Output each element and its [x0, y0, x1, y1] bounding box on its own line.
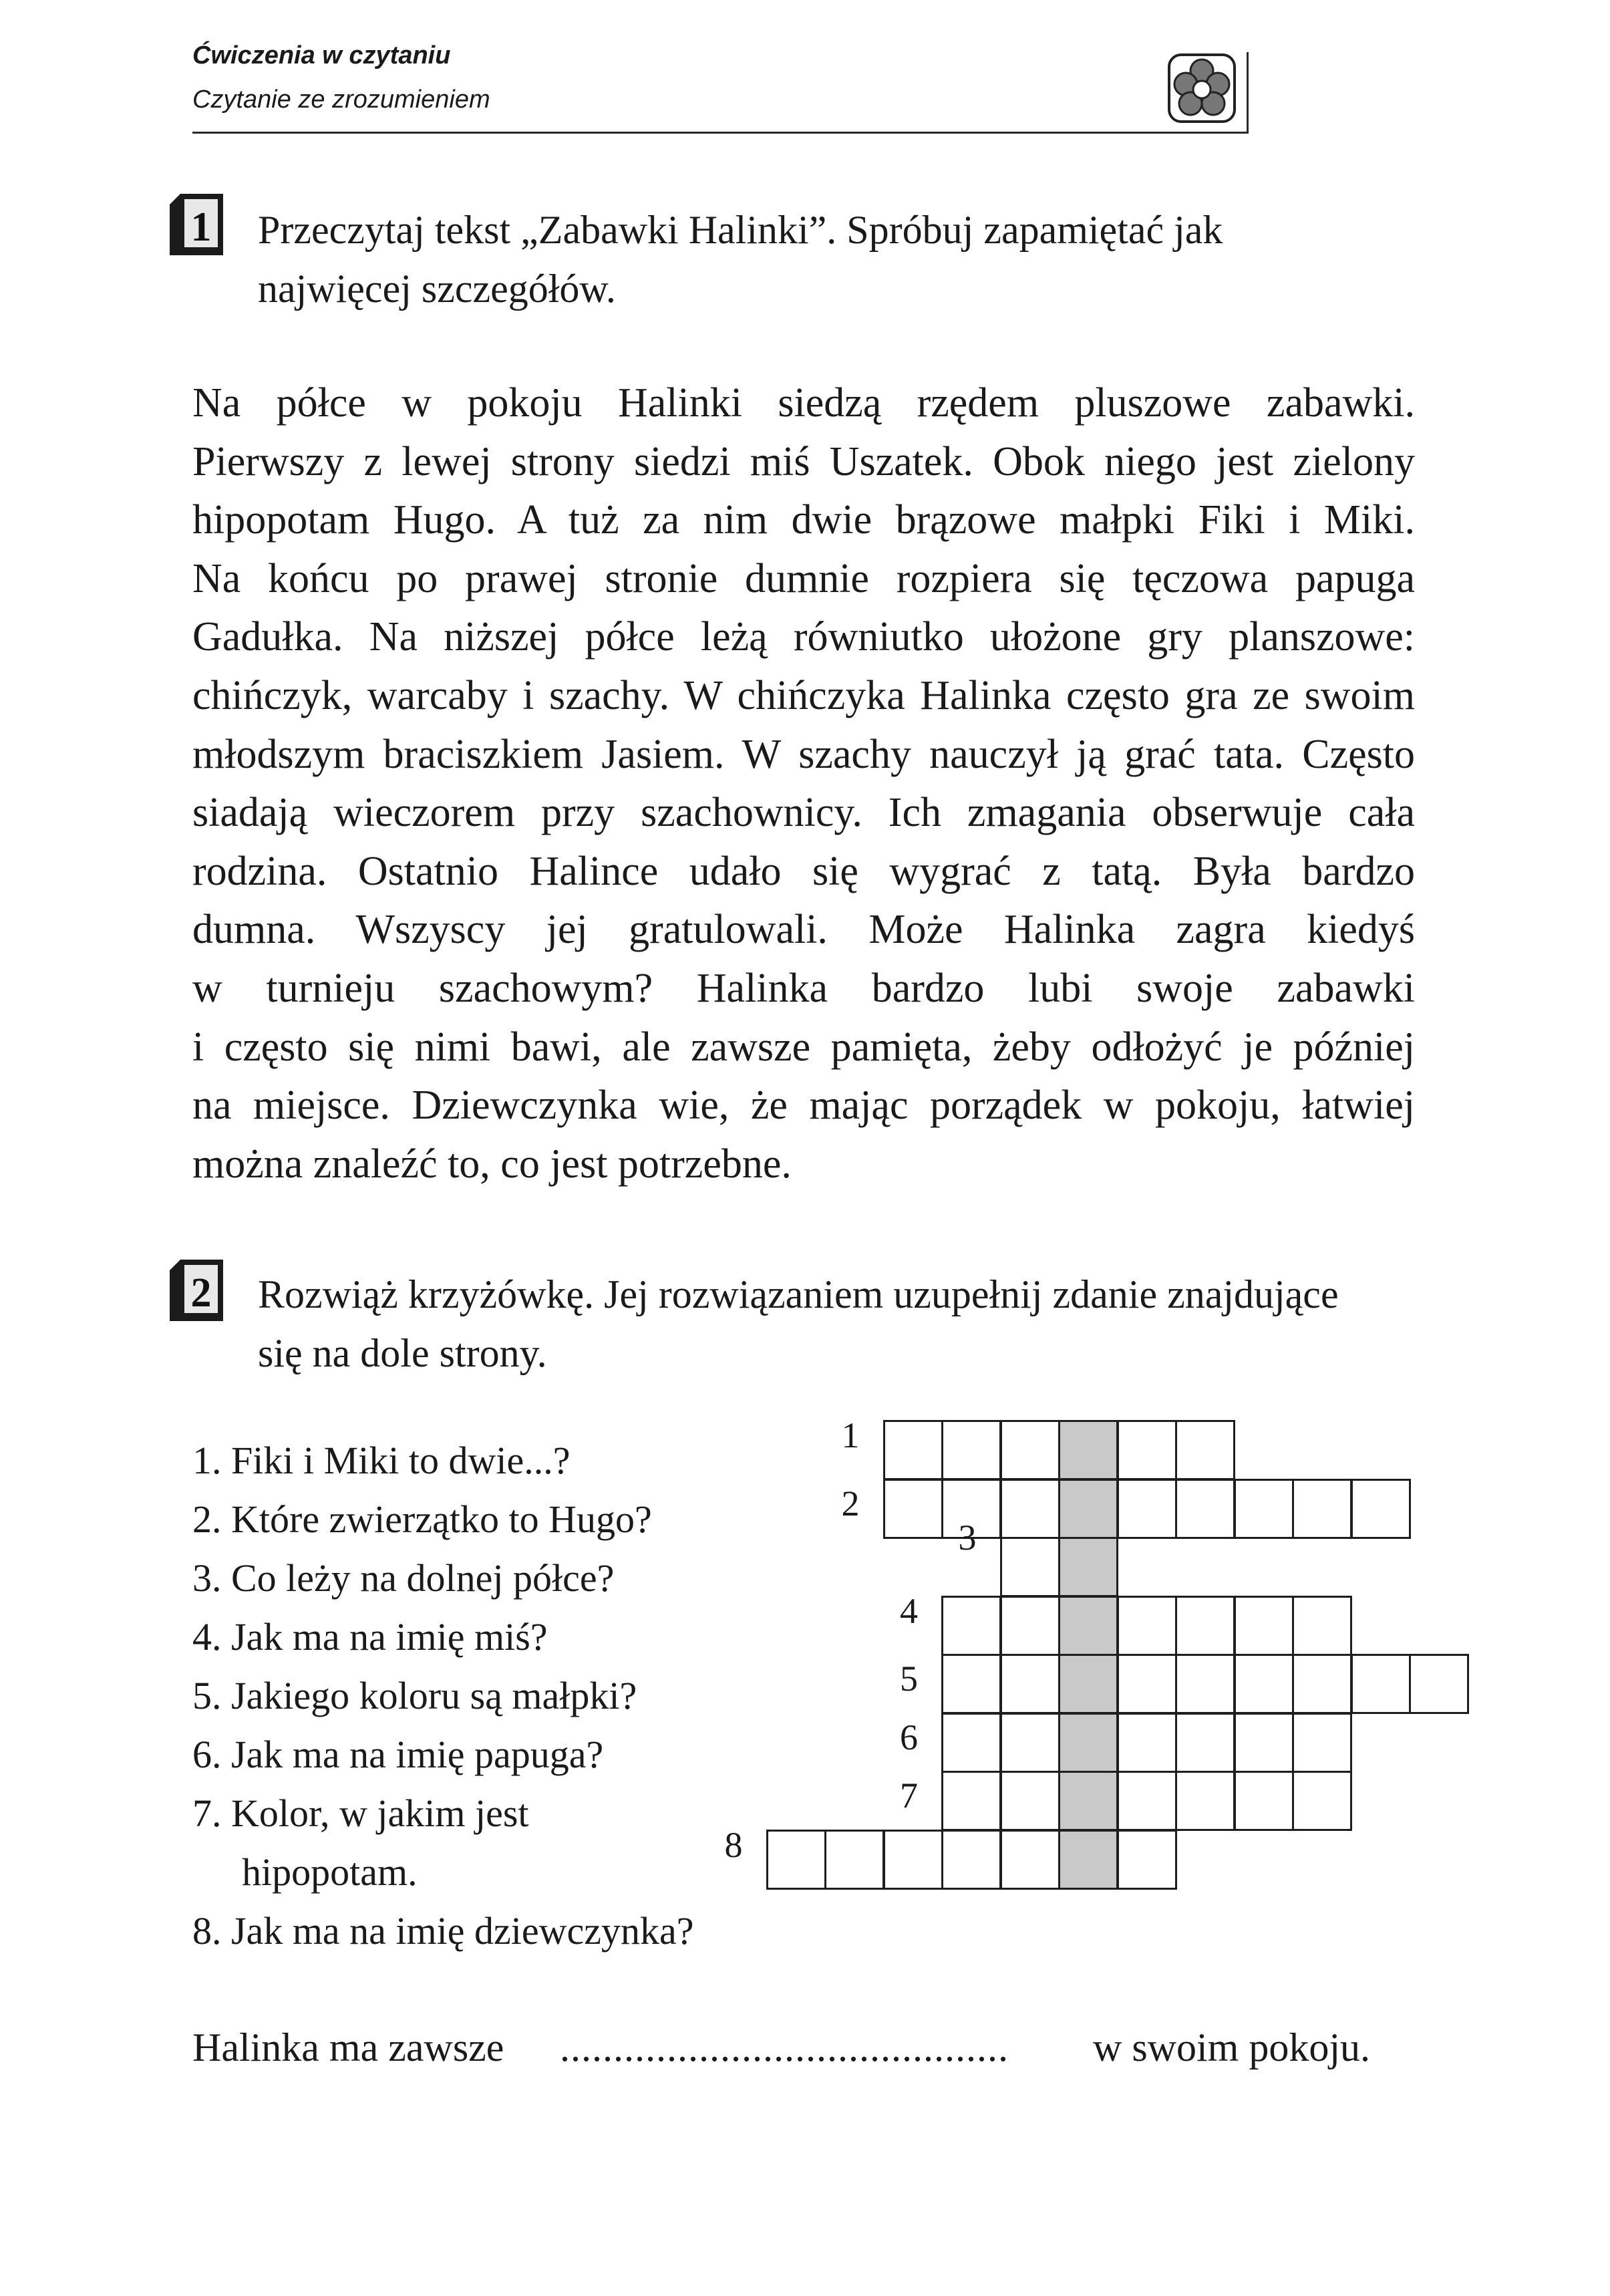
question-8: 8. Jak ma na imię dziewczynka?	[192, 1909, 694, 1953]
header-vertical-divider	[1247, 52, 1249, 134]
flower-icon	[1166, 51, 1237, 126]
crossword-cell[interactable]	[1117, 1830, 1177, 1890]
task1-instruction-line-2: najwięcej szczegółów.	[258, 267, 616, 311]
crossword-cell[interactable]	[1292, 1654, 1352, 1714]
crossword-solution-cell[interactable]	[1058, 1771, 1118, 1831]
crossword-row-number: 7	[900, 1775, 918, 1816]
crossword-row-number: 5	[900, 1659, 918, 1699]
crossword-cell[interactable]	[1117, 1420, 1177, 1480]
question-3: 3. Co leży na dolnej półce?	[192, 1556, 615, 1600]
crossword-row-number: 3	[958, 1518, 977, 1558]
story-line: Pierwszy z lewej strony siedzi miś Uszatek. Obok niego jest zielony	[192, 438, 1415, 484]
crossword-cell[interactable]	[1000, 1596, 1060, 1656]
crossword-solution-cell[interactable]	[1058, 1830, 1118, 1890]
story-line: rodzina. Ostatnio Halince udało się wygrać z tatą. Była bardzo	[192, 848, 1415, 894]
story-line: Na półce w pokoju Halinki siedzą rzędem pluszowe zabawki.	[192, 380, 1415, 426]
crossword-cell[interactable]	[1175, 1420, 1235, 1480]
crossword-row-number: 2	[841, 1483, 860, 1524]
crossword-cell[interactable]	[1234, 1771, 1294, 1831]
header-title: Ćwiczenia w czytaniu	[192, 41, 451, 69]
answer-blank[interactable]: ..........................................	[560, 2025, 1009, 2069]
task-number-badge-2	[170, 1260, 223, 1321]
question-5: 5. Jakiego koloru są małpki?	[192, 1674, 637, 1717]
task1-instruction-line-1: Przeczytaj tekst „Zabawki Halinki”. Spróbuj zapamiętać jak	[258, 208, 1223, 252]
crossword-cell[interactable]	[824, 1830, 884, 1890]
story-line: Na końcu po prawej stronie dumnie rozpiera się tęczowa papuga	[192, 555, 1415, 601]
crossword-cell[interactable]	[1234, 1654, 1294, 1714]
crossword-cell[interactable]	[1117, 1654, 1177, 1714]
crossword-solution-cell[interactable]	[1058, 1654, 1118, 1714]
question-2: 2. Które zwierzątko to Hugo?	[192, 1497, 652, 1541]
crossword-cell[interactable]	[941, 1830, 1001, 1890]
crossword-cell[interactable]	[883, 1420, 943, 1480]
header-subtitle: Czytanie ze zrozumieniem	[192, 86, 490, 114]
crossword-cell[interactable]	[1175, 1654, 1235, 1714]
crossword-cell[interactable]	[941, 1771, 1001, 1831]
crossword-cell[interactable]	[1000, 1420, 1060, 1480]
crossword-cell[interactable]	[941, 1596, 1001, 1656]
story-line: siadają wieczorem przy szachownicy. Ich zmagania obserwuje cała	[192, 790, 1415, 836]
crossword-cell[interactable]	[1117, 1771, 1177, 1831]
crossword-cell[interactable]	[1175, 1771, 1235, 1831]
crossword-cell[interactable]	[1117, 1479, 1177, 1539]
task2-instruction-line-2: się na dole strony.	[258, 1331, 547, 1375]
final-sentence-start: Halinka ma zawsze	[192, 2025, 504, 2069]
question-1: 1. Fiki i Miki to dwie...?	[192, 1439, 571, 1482]
story-line: w turnieju szachowym? Halinka bardzo lubi swoje zabawki	[192, 965, 1415, 1011]
crossword-row-number: 4	[900, 1590, 918, 1631]
crossword-solution-cell[interactable]	[1058, 1420, 1118, 1480]
crossword-cell[interactable]	[941, 1479, 1001, 1539]
crossword-row-number: 6	[900, 1717, 918, 1757]
story-line: Gadułka. Na niższej półce leżą równiutko ułożone gry planszowe:	[192, 614, 1415, 660]
story-line: młodszym braciszkiem Jasiem. W szachy nauczył ją grać tata. Często	[192, 731, 1415, 777]
crossword-cell[interactable]	[1234, 1713, 1294, 1773]
story-text	[192, 374, 1415, 1193]
crossword-cell[interactable]	[1117, 1596, 1177, 1656]
story-line: na miejsce. Dziewczynka wie, że mając porządek w pokoju, łatwiej	[192, 1083, 1415, 1129]
crossword-solution-cell[interactable]	[1058, 1713, 1118, 1773]
crossword-cell[interactable]	[1351, 1479, 1411, 1539]
crossword-cell[interactable]	[1000, 1830, 1060, 1890]
crossword-cell[interactable]	[1409, 1654, 1469, 1714]
story-line: i często się nimi bawi, ale zawsze pamięta, żeby odłożyć je później	[192, 1024, 1415, 1070]
crossword-solution-cell[interactable]	[1058, 1596, 1118, 1656]
task1-instruction	[258, 200, 1420, 318]
final-sentence-end: w swoim pokoju.	[1093, 2025, 1371, 2069]
task-number-badge-1	[170, 194, 223, 255]
task2-instruction-line-1: Rozwiąż krzyżówkę. Jej rozwiązaniem uzupełnij zdanie znajdujące	[258, 1272, 1339, 1316]
crossword-cell[interactable]	[1175, 1596, 1235, 1656]
question-7-continued: hipopotam.	[242, 1850, 418, 1894]
crossword-cell[interactable]	[1175, 1713, 1235, 1773]
task-number-2: 2	[190, 1270, 212, 1316]
crossword-cell[interactable]	[883, 1479, 943, 1539]
story-line: chińczyk, warcaby i szachy. W chińczyka Halinka często gra ze swoim	[192, 672, 1415, 718]
crossword-row-number: 1	[841, 1415, 860, 1455]
crossword-cell[interactable]	[1000, 1771, 1060, 1831]
crossword-row-number: 8	[724, 1824, 743, 1865]
crossword-cell[interactable]	[1234, 1479, 1294, 1539]
task-number-1: 1	[190, 204, 212, 250]
crossword-cell[interactable]	[1000, 1537, 1060, 1597]
question-4: 4. Jak ma na imię miś?	[192, 1615, 548, 1659]
story-line: hipopotam Hugo. A tuż za nim dwie brązowe małpki Fiki i Miki.	[192, 497, 1415, 543]
crossword-cell[interactable]	[1351, 1654, 1411, 1714]
crossword-cell[interactable]	[941, 1713, 1001, 1773]
crossword-solution-cell[interactable]	[1058, 1479, 1118, 1539]
crossword-cell[interactable]	[883, 1830, 943, 1890]
crossword-solution-cell[interactable]	[1058, 1537, 1118, 1597]
question-6: 6. Jak ma na imię papuga?	[192, 1733, 604, 1776]
header-divider	[192, 132, 1247, 134]
crossword-cell[interactable]	[1292, 1771, 1352, 1831]
crossword-cell[interactable]	[1000, 1654, 1060, 1714]
crossword-cell[interactable]	[1292, 1713, 1352, 1773]
crossword-cell[interactable]	[941, 1420, 1001, 1480]
crossword-cell[interactable]	[1292, 1596, 1352, 1656]
crossword-cell[interactable]	[1292, 1479, 1352, 1539]
crossword-cell[interactable]	[941, 1654, 1001, 1714]
crossword-cell[interactable]	[1000, 1713, 1060, 1773]
task2-instruction	[258, 1265, 1434, 1383]
story-line: można znaleźć to, co jest potrzebne.	[192, 1141, 792, 1187]
question-7: 7. Kolor, w jakim jest	[192, 1791, 529, 1835]
crossword-cell[interactable]	[1000, 1479, 1060, 1539]
crossword-cell[interactable]	[1175, 1479, 1235, 1539]
crossword-cell[interactable]	[766, 1830, 826, 1890]
crossword-cell[interactable]	[1234, 1596, 1294, 1656]
crossword-cell[interactable]	[1117, 1713, 1177, 1773]
story-line: dumna. Wszyscy jej gratulowali. Może Halinka zagra kiedyś	[192, 907, 1415, 953]
